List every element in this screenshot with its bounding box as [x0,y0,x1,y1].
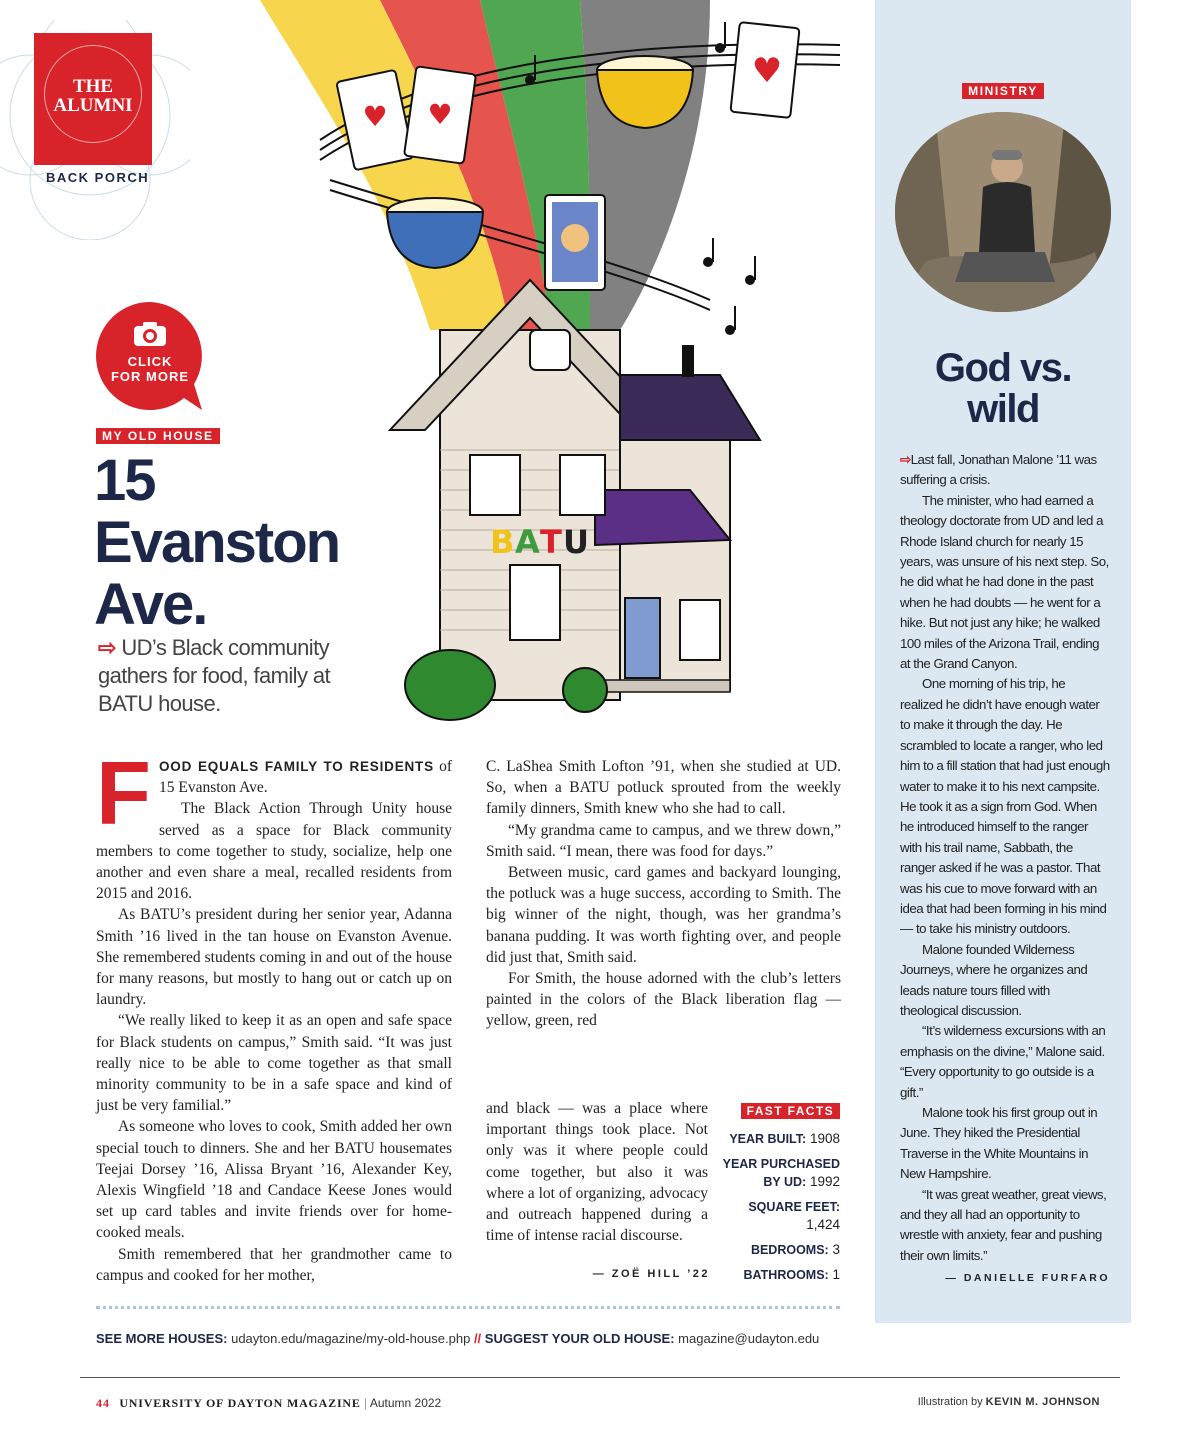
batu-letters [490,523,589,561]
house-letter-u: U [563,523,589,561]
svg-text:♥: ♥ [751,51,783,91]
article-paragraph: The Black Action Through Unity house served as a space for Black community members to come together to study, socialize, help one another and even share a meal, recalled residents from 2015 and 2016. [96,800,452,903]
article-column-2-narrow [486,1098,708,1246]
sidebar-title-line2: wild [967,387,1039,431]
playing-card-king [545,195,605,290]
sidebar-first-line: Last fall, Jonathan Malone ’11 was suffering a crisis. [900,452,1097,488]
article-title-line1: 15 [94,448,155,513]
house-letter-t: T [540,523,562,561]
sidebar-paragraph: “It was great weather, great views, and they all had an opportunity to wrestle with anxiety, fear and pushing their own limits.” [900,1186,1107,1263]
fast-facts-list [722,1130,840,1284]
article-paragraph: C. LaShea Smith Lofton ’91, when she studied at UD. So, when a BATU potluck sprouted from the weekly family dinners, Smith knew who she had to call. [486,758,841,818]
fast-facts-box [722,1102,840,1284]
link-separator: // [473,1331,482,1346]
sidebar-paragraph: Malone founded Wilderness Journeys, where he organizes and leads nature tours filled with theological discussion. [900,941,1088,1018]
article-paragraph: “We really liked to keep it as an open and safe space for Black students on campus,” Smith said. “It was just really nice to be able to come together as that small minority community to be in a safe space and kind of just be very familial.” [96,1012,452,1115]
sidebar-title [875,348,1131,430]
hiker-photo-placeholder [895,112,1111,312]
illustration-credit [880,1396,1100,1408]
footer-links [96,1331,819,1346]
credit-prefix: Illustration by [917,1396,983,1408]
article-paragraph: Between music, card games and backyard lounging, the potluck was a huge success, according to Smith. The big winner of the night, though, was her grandma’s banana pudding. It was worth fighting over, and people did just that, Smith said. [486,864,841,966]
article-byline: — ZOË HILL ’22 [592,1268,710,1280]
dotted-divider [96,1306,840,1309]
logo-line2: ALUMNI [53,95,133,116]
article-kicker [96,427,220,445]
article-column-1 [96,744,453,1286]
sidebar-paragraph: Malone took his first group out in June. They hiked the Presidential Traverse in the White Mountains in New Hampshire. [900,1105,1098,1182]
playing-card-ace-hearts [730,22,799,118]
sidebar-paragraph: The minister, who had earned a theology doctorate from UD and led a Rhode Island church for nearly 15 years, was unsure of his next step. So, he did what he had done in the past when he had doubts — he went for a hike. But not just any hike; he walked 100 miles of the Arizona Trail, ending at the Grand Canyon. [900,492,1109,672]
article-paragraph: Smith remembered that her grandmother came to campus and cooked for her mother, [96,1245,452,1284]
suggest-house-email[interactable]: magazine@udayton.edu [678,1331,820,1346]
article-paragraph: For Smith, the house adorned with the club’s letters painted in the colors of the Black liberation flag — yellow, green, red [486,970,841,1030]
fact-bathrooms: BATHROOMS: 1 [743,1267,840,1282]
logo-line1: THE [72,76,114,97]
house [390,280,760,700]
page-footer [96,1396,441,1411]
arrow-icon: ⇨ [98,635,116,660]
magazine-name: UNIVERSITY OF DAYTON MAGAZINE [119,1396,361,1410]
article-column-2 [486,756,841,1032]
article-paragraph: “My grandma came to campus, and we threw down,” Smith said. “I mean, there was food for days.” [486,821,841,860]
click-for-more-label [94,354,206,384]
fast-facts-title: FAST FACTS [741,1103,840,1119]
article-kicker-label: MY OLD HOUSE [96,428,220,444]
camera-icon [132,320,168,348]
page-number: 44 [96,1396,110,1410]
fact-year-built: YEAR BUILT: 1908 [729,1131,840,1146]
issue-date: Autumn 2022 [369,1396,442,1410]
article-paragraph: As BATU’s president during her senior year, Adanna Smith ’16 lived in the tan house on Evanston Avenue. She remembered students coming in and out of the house for many reasons, but mostly to hang out or catch up on laundry. [96,906,452,1009]
logo-text [34,77,152,115]
fact-bedrooms: BEDROOMS: 3 [750,1242,840,1257]
see-more-link[interactable]: udayton.edu/magazine/my-old-house.php [231,1331,471,1346]
click-for-more-line1: CLICK [127,354,173,369]
sidebar-title-line1: God vs. [934,346,1072,390]
svg-text:♥: ♥ [362,100,388,133]
house-letter-a: A [515,523,540,561]
article-title-line2: Evanston [94,510,340,575]
sidebar-byline: — DANIELLE FURFARO [945,1272,1110,1285]
fact-square-feet: SQUARE FEET: 1,424 [748,1200,840,1232]
suggest-house-label: SUGGEST YOUR OLD HOUSE: [484,1331,675,1346]
house-illustration [240,0,860,730]
sidebar-body [900,450,1110,1289]
sidebar-paragraph: One morning of his trip, he realized he didn’t have enough water to make it through the day. He scrambled to locate a ranger, who led him to a fill station that had just enough water to make it to his next campsite. He took it as a sign from God. When he introduced himself to the ranger with his trail name, Sabbath, the ranger asked if he was a pastor. That was his cue to move forward with an idea that had been forming in his mind — to take his ministry outdoors. [900,676,1110,937]
malone-photo [895,112,1111,312]
article-dek-text: UD’s Black community gathers for food, family at BATU house. [98,635,331,716]
sidebar-kicker [875,82,1131,100]
footer-rule [80,1377,1120,1378]
sidebar-kicker-label: MINISTRY [962,83,1044,99]
article-title-line3: Ave. [94,572,207,637]
drop-cap: F [96,744,151,844]
credit-name: KEVIN M. JOHNSON [985,1396,1100,1408]
see-more-label: SEE MORE HOUSES: [96,1331,228,1346]
alumni-logo[interactable] [34,33,152,165]
svg-text:♥: ♥ [427,98,453,131]
click-for-more-line2: FOR MORE [110,369,190,384]
article-paragraph: As someone who loves to cook, Smith added her own special touch to dinners. She and her BATU housemates Teejai Dorsey ’16, Alissa Bryant ’16, Alexander Key, Alexis Wingfield ’18 and Candace Keese Jones would set up card tables and invite friends over for home-cooked meals. [96,1118,452,1242]
footer-divider: | [364,1396,368,1410]
section-label: BACK PORCH [46,170,150,185]
click-for-more-button[interactable] [94,300,206,412]
house-letter-b: B [490,523,515,561]
arrow-icon: ⇨ [900,452,911,467]
article-lead-rest: of 15 Evanston Ave. [158,758,453,797]
ministry-sidebar [875,0,1131,1323]
sidebar-paragraph: “It’s wilderness excursions with an emphasis on the divine,” Malone said. “Every opportunity to go outside is a gift.” [900,1023,1106,1100]
article-lead-caps: OOD EQUALS FAMILY TO RESIDENTS [158,759,434,774]
fact-year-purchased: YEAR PURCHASED BY UD: 1992 [722,1157,840,1189]
playing-card-five-hearts [404,66,476,163]
article-paragraph: and black — was a place where important things took place. Not only was it where people could come together, but also it was where a lot of organizing, advocacy and outreach happened during a time of intense racial discourse. [486,1100,708,1245]
